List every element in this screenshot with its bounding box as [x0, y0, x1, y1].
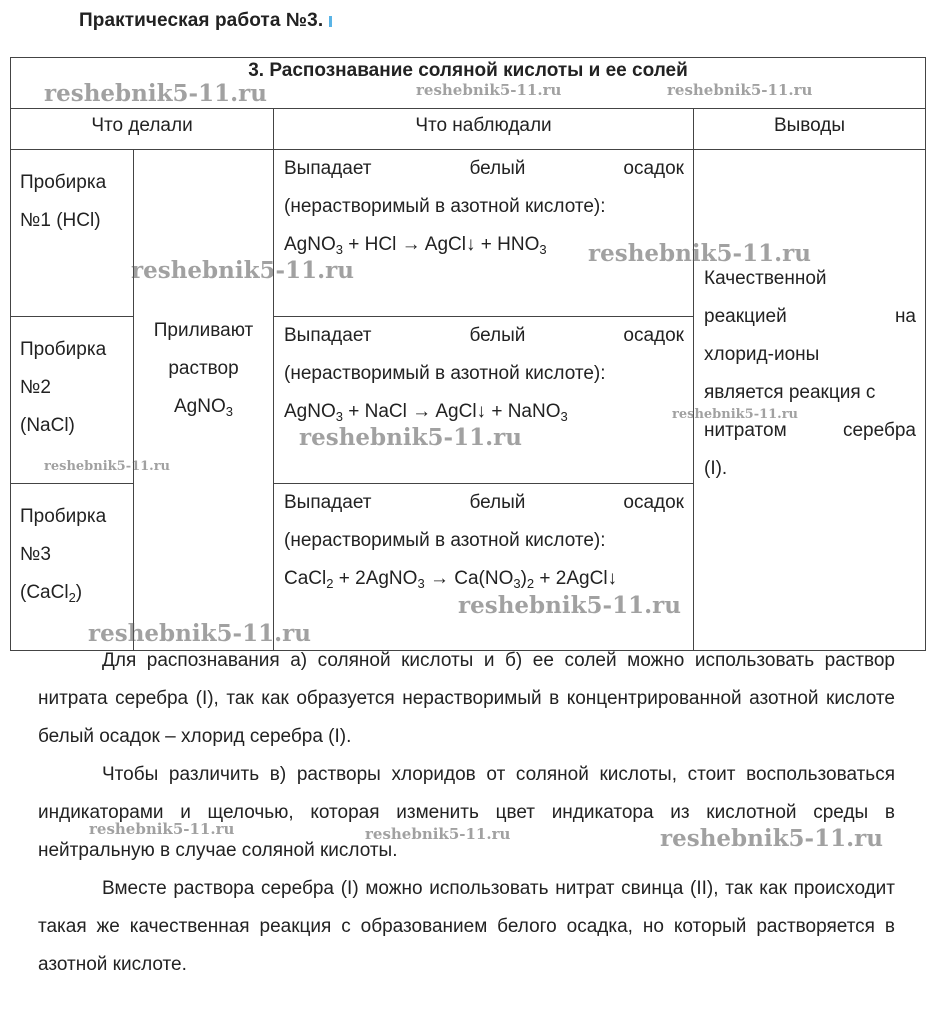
observation-3-cell: Выпадает белый осадок (нерастворимый в азотной кислоте): CaCl$_2$ + 2AgNO$_3$ → $Ca(NO_3)_2$ + 2AgCl↓ [274, 484, 694, 651]
results-table [10, 57, 926, 651]
watermark: reshebnik5-11.ru [89, 820, 235, 838]
watermark: reshebnik5-11.ru [667, 81, 813, 99]
conclusion-cell: Качественной реакцией на хлорид-ионы является реакция с нитратом серебра (I). [694, 150, 926, 651]
explanation-text [38, 642, 895, 984]
watermark: reshebnik5-11.ru [365, 825, 511, 843]
table-caption: 3. Распознавание соляной кислоты и ее солей [11, 58, 926, 109]
watermark: reshebnik5-11.ru [88, 620, 311, 647]
observation-1-cell: Выпадает белый осадок (нерастворимый в азотной кислоте): AgNO$_3$ + HCl → AgCl↓ + $HNO_3$ [274, 150, 694, 317]
equation-1: AgNO$_3$ + HCl → AgCl↓ + $HNO_3$ [284, 234, 547, 257]
title-marker [329, 16, 332, 27]
watermark: reshebnik5-11.ru [458, 592, 681, 619]
watermark: reshebnik5-11.ru [44, 459, 171, 474]
header-what-done: Что делали [11, 109, 274, 150]
action-cell: Приливают раствор AgNO$_3$ [134, 150, 274, 651]
watermark: reshebnik5-11.ru [588, 240, 811, 267]
watermark: reshebnik5-11.ru [131, 257, 354, 284]
watermark: reshebnik5-11.ru [672, 407, 799, 422]
paragraph: Вместе раствора серебра (I) можно использовать нитрат свинца (II), так как происходит такая же качественная реакция с образованием белого осадка, но который растворяется в азотной кислоте. [38, 878, 895, 975]
watermark: reshebnik5-11.ru [416, 81, 562, 99]
watermark: reshebnik5-11.ru [44, 80, 267, 107]
watermark: reshebnik5-11.ru [299, 424, 522, 451]
paragraph: Чтобы различить в) растворы хлоридов от соляной кислоты, стоит воспользоваться индикаторами и щелочью, которая изменить цвет индикатора из кислотной среды в нейтральную в случае соляной кислоты. [38, 764, 895, 861]
equation-3: CaCl$_2$ + 2AgNO$_3$ → $Ca(NO_3)_2$ + 2AgCl↓ [284, 568, 618, 591]
paragraph: Для распознавания а) соляной кислоты и б) ее солей можно использовать раствор нитрата серебра (I), так как образуется нерастворимый в концентрированной азотной кислоте белый осадок – хлорид серебра (I). [38, 650, 895, 747]
watermark: reshebnik5-11.ru [660, 825, 883, 852]
tube-1-cell: Пробирка №1 (HCl) [11, 150, 134, 317]
header-conclusions: Выводы [694, 109, 926, 150]
observation-2-cell: Выпадает белый осадок (нерастворимый в азотной кислоте): AgNO$_3$ + NaCl → AgCl↓ + NaNO$_3$ [274, 317, 694, 484]
tube-3-cell: Пробирка №3 (CaCl$_2$) [11, 484, 134, 651]
page-title: Практическая работа №3. [79, 10, 332, 32]
header-observed: Что наблюдали [274, 109, 694, 150]
equation-2: AgNO$_3$ + NaCl → AgCl↓ + NaNO$_3$ [284, 401, 568, 424]
tube-2-cell: Пробирка №2 (NaCl) [11, 317, 134, 484]
